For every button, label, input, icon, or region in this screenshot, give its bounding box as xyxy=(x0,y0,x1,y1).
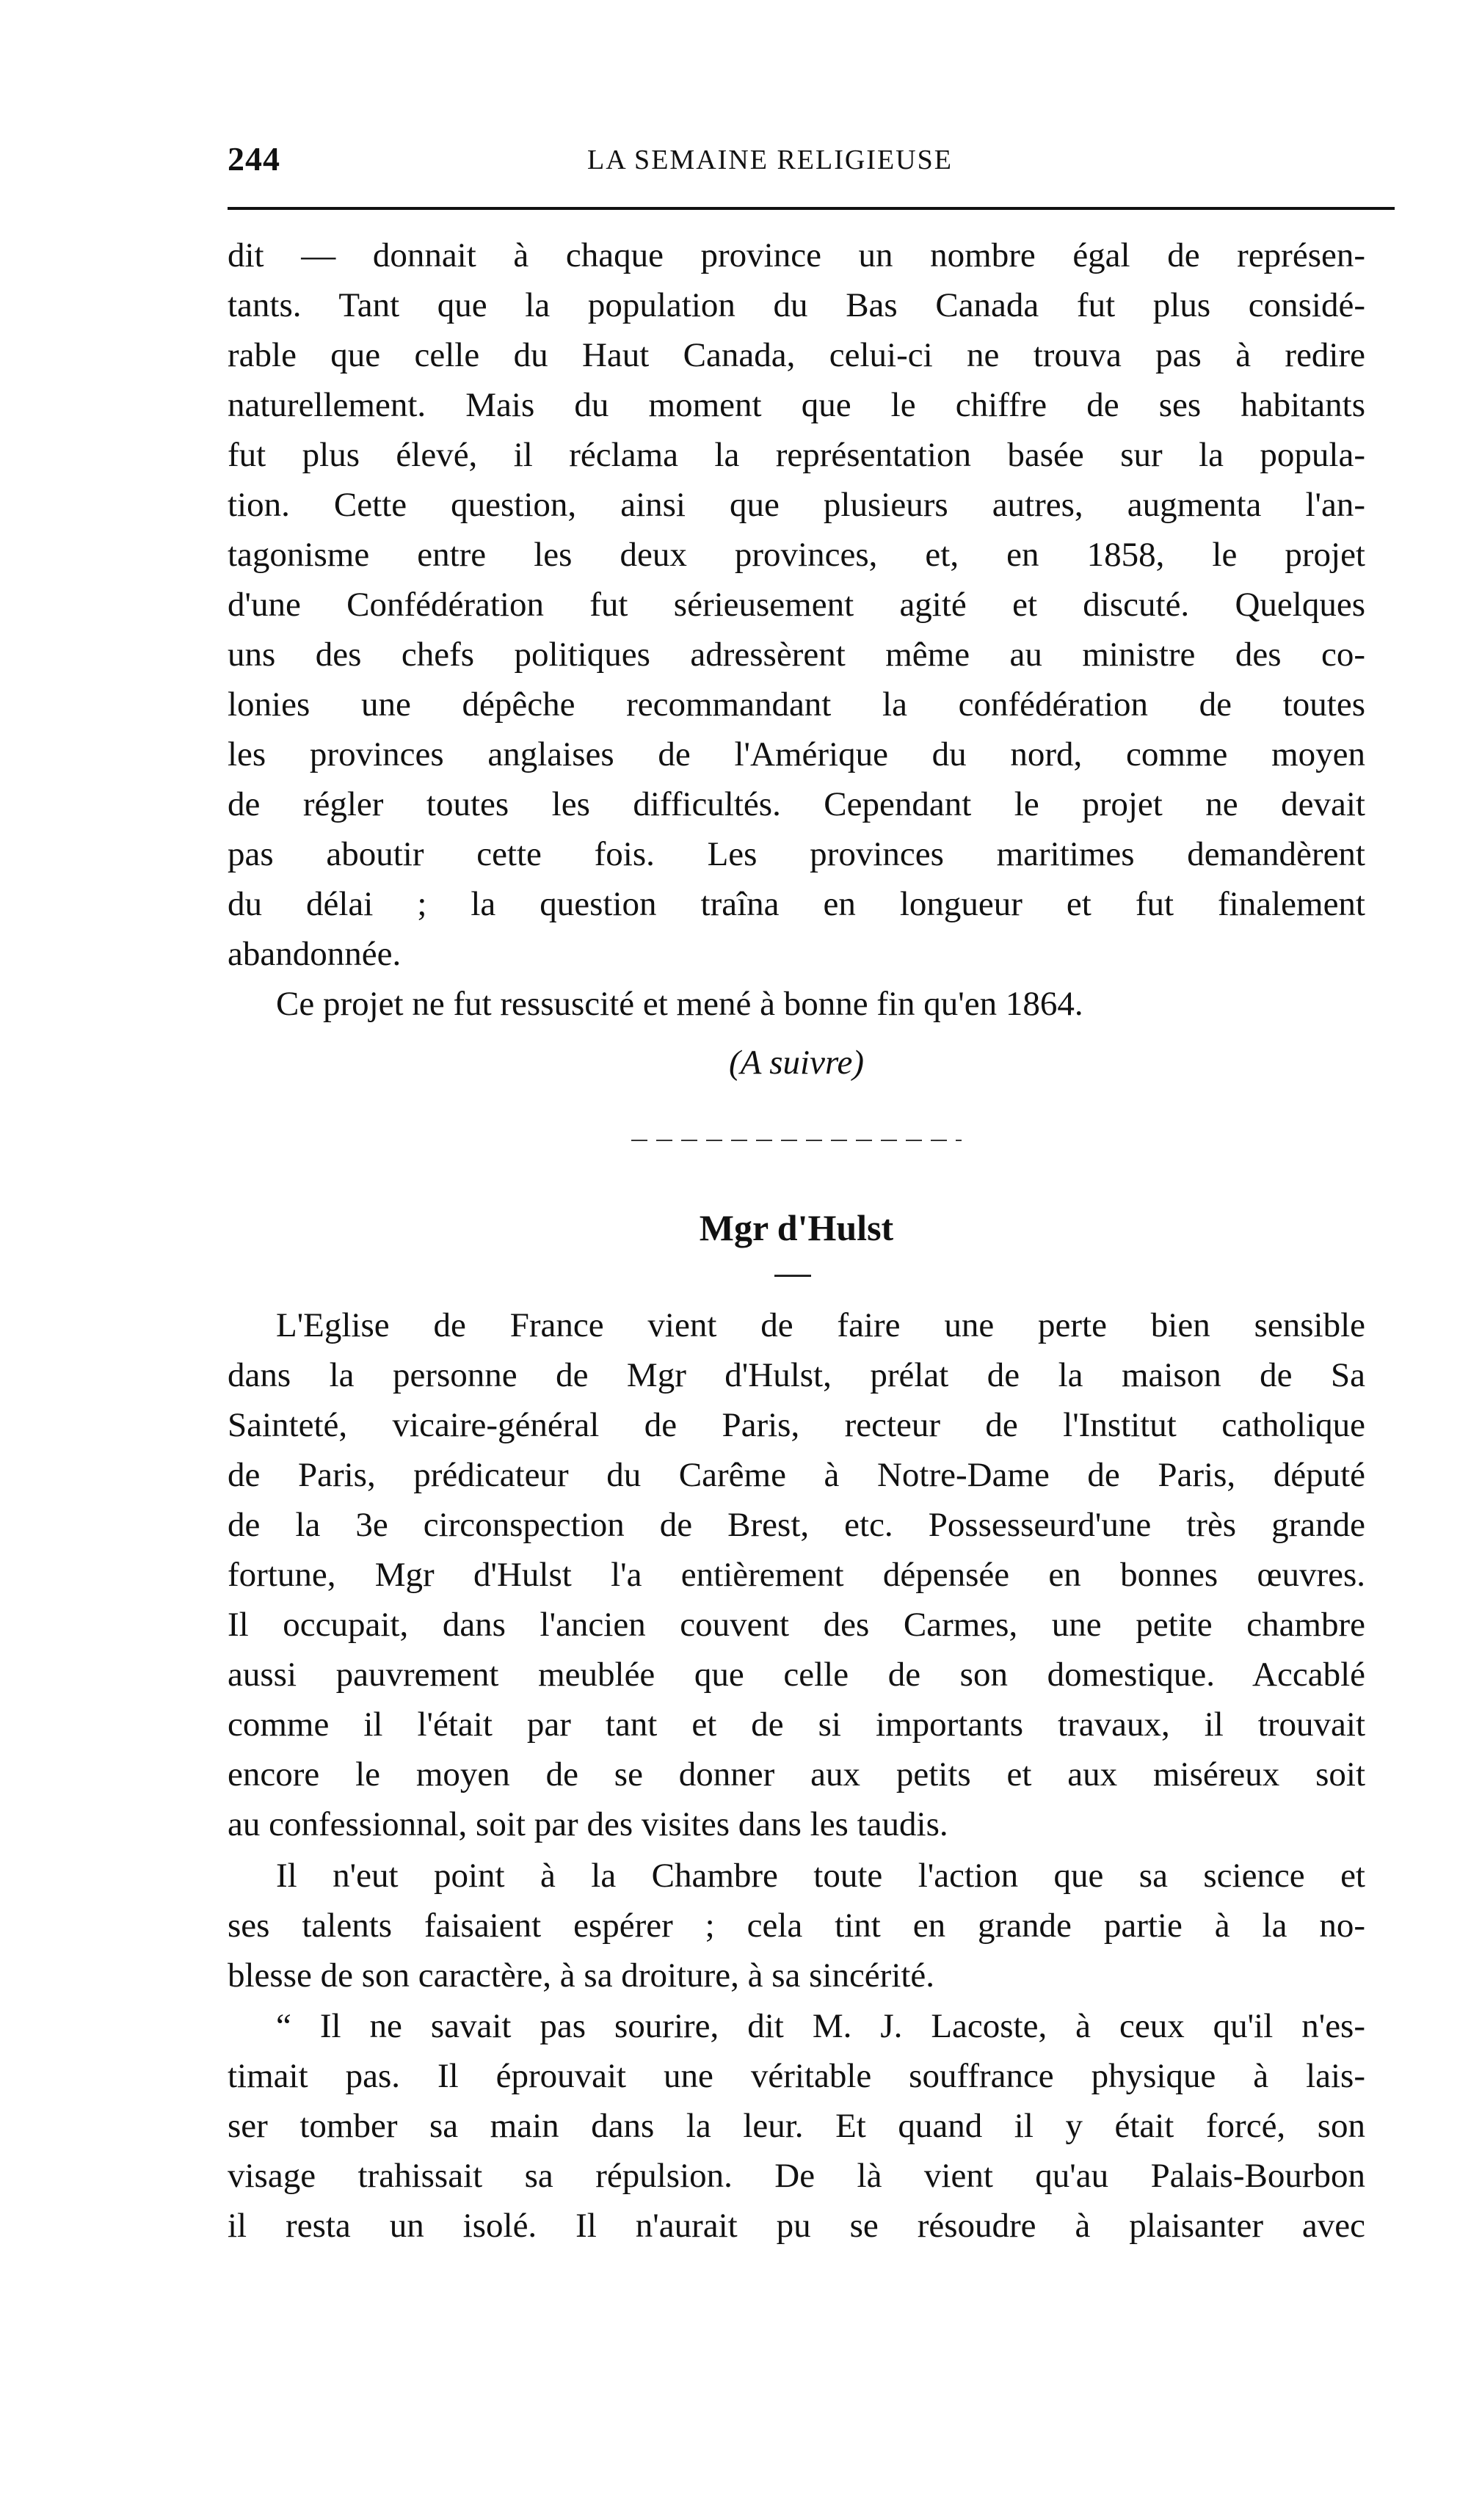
text-line: de Paris, prédicateur du Carême à Notre-Dame de Paris, député xyxy=(228,1456,1365,1494)
article-title: Mgr d'Hulst xyxy=(699,1207,894,1248)
text-line: de régler toutes les difficultés. Cependant le projet ne devait xyxy=(228,785,1365,823)
text-line: au confessionnal, soit par des visites dans les taudis. xyxy=(228,1805,948,1843)
text-line: abandonnée. xyxy=(228,935,402,973)
text-line: lonies une dépêche recommandant la confédération de toutes xyxy=(228,685,1365,724)
text-line: d'une Confédération fut sérieusement agité et discuté. Quelques xyxy=(228,586,1365,624)
text-line: Il n'eut point à la Chambre toute l'action que sa science et xyxy=(276,1857,1365,1895)
text-line: fut plus élevé, il réclama la représentation basée sur la popula- xyxy=(228,436,1365,474)
article-paragraph-1 xyxy=(228,1300,1365,1849)
closing-line: Ce projet ne fut ressuscité et mené à bonne fin qu'en 1864. xyxy=(276,985,1083,1023)
text-line: du délai ; la question traîna en longueur et fut finalement xyxy=(228,885,1365,923)
text-line: visage trahissait sa répulsion. De là vient qu'au Palais-Bourbon xyxy=(228,2157,1365,2195)
text-line: timait pas. Il éprouvait une véritable souffrance physique à lais- xyxy=(228,2057,1365,2095)
article-paragraph-3 xyxy=(228,2001,1365,2251)
continuation-note xyxy=(228,1038,1365,1088)
text-line: uns des chefs politiques adressèrent même au ministre des co- xyxy=(228,636,1365,674)
text-line: comme il l'était par tant et de si importants travaux, il trouvait xyxy=(228,1705,1365,1744)
text-line: il resta un isolé. Il n'aurait pu se résoudre à plaisanter avec xyxy=(228,2207,1365,2245)
running-head xyxy=(228,139,1395,183)
text-line: ser tomber sa main dans la leur. Et quand il y était forcé, son xyxy=(228,2107,1365,2145)
text-line: de la 3e circonspection de Brest, etc. Possesseurd'une très grande xyxy=(228,1506,1365,1544)
text-line: naturellement. Mais du moment que le chiffre de ses habitants xyxy=(228,386,1365,424)
running-title: LA SEMAINE RELIGIEUSE xyxy=(587,145,953,175)
text-line: ses talents faisaient espérer ; cela tint en grande partie à la no- xyxy=(228,1907,1365,1945)
text-line: dit — donnait à chaque province un nombre égal de représen- xyxy=(228,236,1365,274)
text-line: Il occupait, dans l'ancien couvent des Carmes, une petite chambre xyxy=(228,1606,1365,1644)
text-line: les provinces anglaises de l'Amérique du nord, comme moyen xyxy=(228,735,1365,773)
text-line: L'Eglise de France vient de faire une perte bien sensible xyxy=(276,1306,1365,1344)
text-line: dans la personne de Mgr d'Hulst, prélat de la maison de Sa xyxy=(228,1356,1365,1394)
text-line: aussi pauvrement meublée que celle de son domestique. Accablé xyxy=(228,1656,1365,1694)
text-line: tagonisme entre les deux provinces, et, en 1858, le projet xyxy=(228,536,1365,574)
text-line: encore le moyen de se donner aux petits et aux miséreux soit xyxy=(228,1755,1365,1794)
previous-article-text xyxy=(228,230,1365,1029)
text-line: Sainteté, vicaire-général de Paris, recteur de l'Institut catholique xyxy=(228,1406,1365,1444)
a-suivre-label: (A suivre) xyxy=(728,1044,865,1082)
text-line: fortune, Mgr d'Hulst l'a entièrement dépensée en bonnes œuvres. xyxy=(228,1556,1365,1594)
text-line: pas aboutir cette fois. Les provinces maritimes demandèrent xyxy=(228,835,1365,873)
text-line: blesse de son caractère, à sa droiture, à sa sincérité. xyxy=(228,1956,935,1995)
text-line: “ Il ne savait pas sourire, dit M. J. Lacoste, à ceux qu'il n'es- xyxy=(276,2007,1365,2045)
text-line: tion. Cette question, ainsi que plusieurs autres, augmenta l'an- xyxy=(228,486,1365,524)
title-dash xyxy=(774,1275,811,1277)
page-number: 244 xyxy=(228,140,280,178)
section-divider xyxy=(631,1140,962,1141)
text-line: rable que celle du Haut Canada, celui-ci ne trouva pas à redire xyxy=(228,336,1365,374)
text-line: tants. Tant que la population du Bas Canada fut plus considé- xyxy=(228,286,1365,324)
header-rule xyxy=(228,207,1395,210)
article-paragraph-2 xyxy=(228,1851,1365,2000)
